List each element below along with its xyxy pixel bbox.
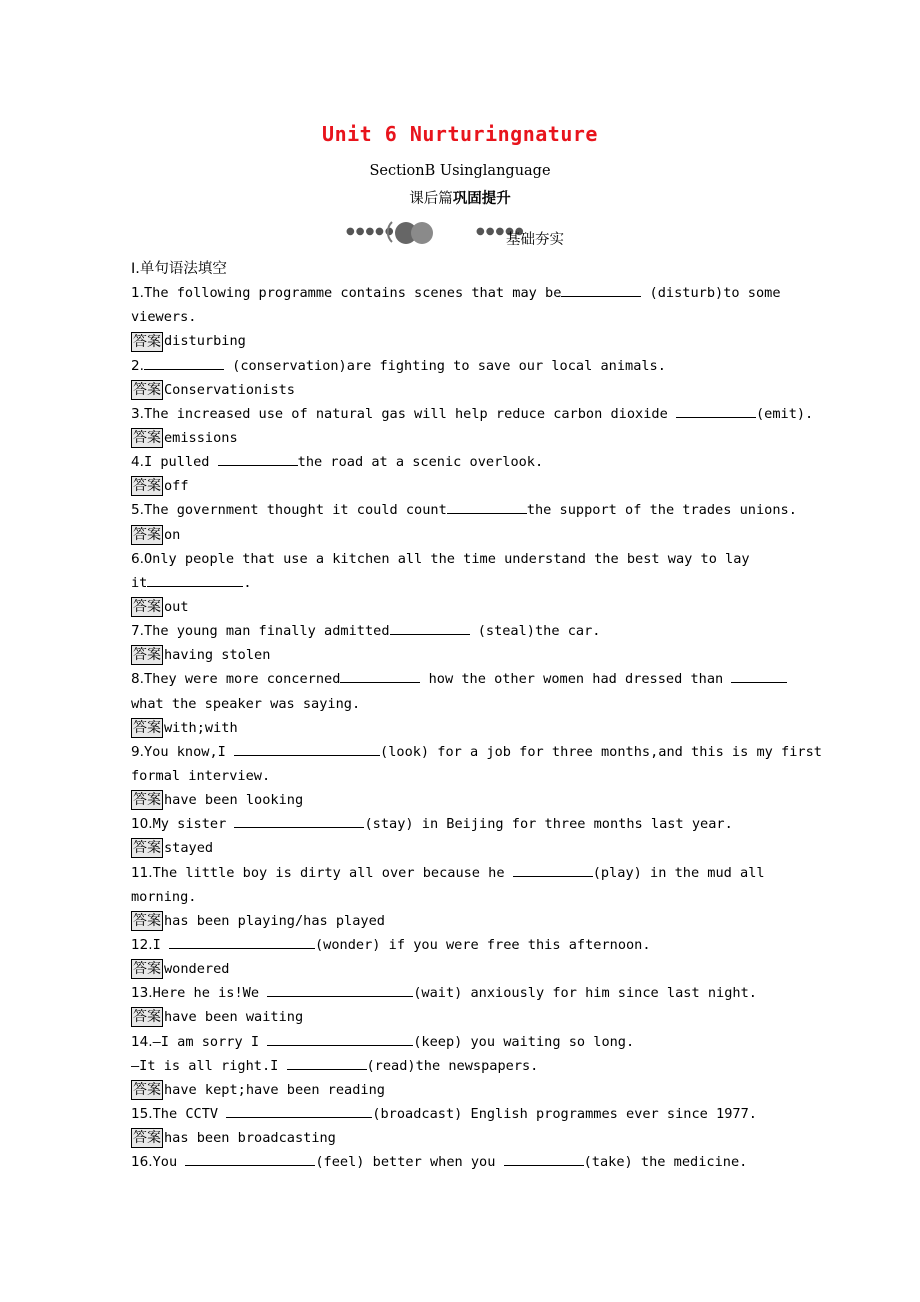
question-text: (play) in the mud all [592, 864, 765, 881]
answer-text: with;with [164, 719, 238, 736]
answer-tag: 答案 [133, 526, 161, 543]
answer-blank[interactable] [731, 668, 787, 683]
answer-blank[interactable] [147, 572, 243, 587]
question-number: 15. [131, 1105, 153, 1122]
question-text: The little boy is dirty all over because he [152, 864, 513, 881]
answer-tag: 答案 [133, 792, 161, 809]
question-text: The increased use of natural gas will help reduce carbon dioxide [143, 405, 676, 422]
answer-blank[interactable] [561, 282, 641, 297]
question-text: (steal)the car. [469, 623, 601, 640]
question-number: 4. [131, 454, 144, 471]
question-line [131, 692, 796, 716]
answer-blank[interactable] [144, 355, 224, 370]
question-number: 7. [131, 623, 144, 640]
question-number: 9. [131, 743, 144, 760]
question-text: (wonder) if you were free this afternoon. [315, 936, 651, 953]
question-line [131, 981, 796, 1005]
question-text: I [152, 936, 169, 953]
question-text: The following programme contains scenes that may be [143, 285, 562, 302]
question-number: 8. [131, 671, 144, 688]
answer-row [131, 329, 796, 353]
answer-text: off [164, 478, 189, 495]
question-text: it [131, 574, 148, 591]
question-text: . [243, 574, 252, 591]
answer-text: have been waiting [164, 1009, 304, 1026]
question-text: You [152, 1154, 186, 1171]
question-number: 13. [131, 985, 153, 1002]
answer-blank[interactable] [234, 813, 364, 828]
answer-text: disturbing [164, 333, 246, 350]
question-text: what the speaker was saying. [131, 695, 361, 712]
answer-text: have kept;have been reading [164, 1081, 385, 1098]
answer-row [131, 1126, 796, 1150]
answer-blank[interactable] [169, 934, 315, 949]
answer-blank[interactable] [218, 451, 298, 466]
answer-tag: 答案 [133, 1130, 161, 1147]
question-text: (look) for a job for three months,and this is my first [380, 743, 822, 760]
answer-text: Conservationists [164, 381, 295, 398]
banner-label: 基础夯实 [506, 232, 564, 248]
answer-text: emissions [164, 429, 238, 446]
question-number: 2. [131, 357, 144, 374]
answer-row [131, 836, 796, 860]
question-text: The government thought it could count [143, 502, 447, 519]
answer-blank[interactable] [390, 620, 470, 635]
question-text: (emit). [755, 405, 814, 422]
answer-row [131, 716, 796, 740]
answer-text: has been playing/has played [164, 912, 385, 929]
answer-row [131, 523, 796, 547]
answer-text: have been looking [164, 792, 304, 809]
answer-blank[interactable] [504, 1151, 584, 1166]
answer-blank[interactable] [676, 403, 756, 418]
answer-text: stayed [164, 840, 214, 857]
question-number: 1. [131, 285, 144, 302]
question-line [131, 1102, 796, 1126]
answer-blank[interactable] [340, 668, 420, 683]
answer-row [131, 1005, 796, 1029]
question-text: (wait) anxiously for him since last night. [413, 985, 757, 1002]
answer-tag: 答案 [133, 912, 161, 929]
answer-blank[interactable] [513, 862, 593, 877]
question-text: —It is all right.I [131, 1057, 287, 1074]
question-text: (take) the medicine. [583, 1154, 748, 1171]
answer-row [131, 378, 796, 402]
dots-right-icon: ●●●●● [476, 226, 525, 237]
question-text: (feel) better when you [315, 1154, 504, 1171]
section-heading: Ⅰ.单句语法填空 [131, 261, 227, 277]
question-text: You know,I [143, 743, 235, 760]
question-line [131, 450, 796, 474]
question-line [131, 547, 796, 571]
answer-row [131, 595, 796, 619]
answer-tag: 答案 [133, 430, 161, 447]
answer-tag: 答案 [133, 333, 161, 350]
question-text: the road at a scenic overlook. [297, 454, 544, 471]
question-line [131, 619, 796, 643]
question-line [131, 740, 822, 764]
answer-row [131, 788, 796, 812]
unit-title: Unit 6 Nurturingnature [322, 122, 598, 146]
question-line [131, 305, 796, 329]
question-text: formal interview. [131, 767, 271, 784]
question-line [131, 571, 796, 595]
answer-blank[interactable] [234, 741, 380, 756]
exercise-list [131, 257, 822, 1174]
question-text: My sister [152, 816, 235, 833]
question-number: 6. [131, 550, 144, 567]
answer-row [131, 474, 796, 498]
answer-tag: 答案 [133, 599, 161, 616]
homework-subtitle [0, 187, 920, 208]
answer-tag: 答案 [133, 840, 161, 857]
question-text: Only people that use a kitchen all the time understand the best way to lay [143, 550, 750, 567]
question-number: 10. [131, 816, 153, 833]
dots-left-icon: ●●●●● [346, 226, 395, 237]
answer-row [131, 957, 796, 981]
question-line [131, 498, 796, 522]
question-text: (conservation)are fighting to save our local animals. [223, 357, 666, 374]
answer-tag: 答案 [133, 478, 161, 495]
question-line [131, 1150, 796, 1174]
subtitle-bold: 巩固提升 [452, 191, 511, 207]
answer-blank[interactable] [226, 1103, 372, 1118]
answer-tag: 答案 [133, 647, 161, 664]
question-text: —I am sorry I [152, 1033, 268, 1050]
question-text: viewers. [131, 309, 197, 326]
answer-tag: 答案 [133, 381, 161, 398]
answer-text: on [164, 526, 181, 543]
question-line [131, 861, 796, 885]
question-text: morning. [131, 888, 197, 905]
question-line [131, 281, 796, 305]
question-text: (stay) in Beijing for three months last year. [364, 816, 733, 833]
section-title: SectionB Usinglanguage [369, 163, 551, 179]
answer-blank[interactable] [267, 982, 413, 997]
answer-row [131, 643, 796, 667]
question-text: I pulled [143, 454, 218, 471]
question-line [131, 1030, 796, 1054]
question-line [131, 933, 796, 957]
answer-tag: 答案 [133, 1081, 161, 1098]
question-text: Here he is!We [152, 985, 268, 1002]
answer-row [131, 1078, 796, 1102]
answer-tag: 答案 [133, 961, 161, 978]
question-number: 3. [131, 405, 144, 422]
answer-row [131, 909, 796, 933]
question-text: (keep) you waiting so long. [413, 1033, 635, 1050]
answer-text: wondered [164, 961, 230, 978]
double-circle-icon [386, 218, 436, 246]
question-line [131, 667, 796, 691]
answer-tag: 答案 [133, 1009, 161, 1026]
question-text: They were more concerned [143, 671, 341, 688]
question-line [131, 885, 796, 909]
answer-text: having stolen [164, 647, 271, 664]
answer-row [131, 426, 796, 450]
section-banner [346, 218, 606, 248]
question-line [131, 1054, 796, 1078]
question-number: 16. [131, 1154, 153, 1171]
question-number: 14. [131, 1033, 153, 1050]
answer-blank[interactable] [267, 1031, 413, 1046]
question-text: The young man finally admitted [143, 623, 390, 640]
answer-text: out [164, 598, 189, 615]
answer-blank[interactable] [185, 1151, 315, 1166]
question-number: 11. [131, 864, 153, 881]
subtitle-regular: 课后篇 [409, 191, 453, 207]
answer-text: has been broadcasting [164, 1130, 336, 1147]
question-line [131, 402, 814, 426]
question-text: (broadcast) English programmes ever since 1977. [372, 1105, 757, 1122]
answer-blank[interactable] [287, 1055, 367, 1070]
question-text: The CCTV [152, 1105, 227, 1122]
answer-tag: 答案 [133, 719, 161, 736]
question-line [131, 354, 796, 378]
question-text: how the other women had dressed than [420, 671, 732, 688]
question-text: (disturb)to some [641, 285, 781, 302]
question-number: 5. [131, 502, 144, 519]
question-text: the support of the trades unions. [526, 502, 797, 519]
answer-blank[interactable] [447, 499, 527, 514]
question-number: 12. [131, 936, 153, 953]
question-line [131, 764, 796, 788]
question-text: (read)the newspapers. [366, 1057, 539, 1074]
question-line [131, 812, 796, 836]
